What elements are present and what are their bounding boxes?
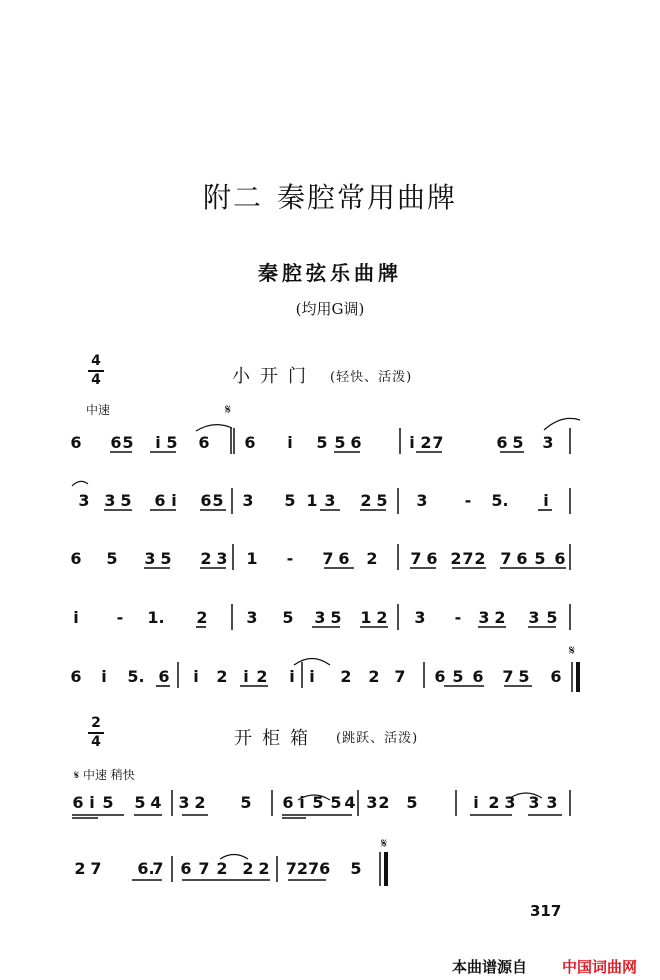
score-note: 4 <box>150 793 162 812</box>
score-note: 2 <box>376 608 388 627</box>
score-note: 6 <box>72 793 84 812</box>
score-note: 3 <box>478 608 490 627</box>
segno-mark: 𝄋 <box>224 402 232 418</box>
score-note: i <box>543 491 549 510</box>
score-note: 1. <box>147 608 165 627</box>
score-note: 3 <box>246 608 258 627</box>
score-note: 2 <box>360 491 372 510</box>
tempo-2: 𝄋 中速 稍快 <box>74 768 135 782</box>
score-note: 2 <box>194 793 206 812</box>
score-note: 3 <box>504 793 516 812</box>
score-note: 5 <box>546 608 558 627</box>
score-note: 4 <box>344 793 356 812</box>
score-note: 7 <box>462 549 474 568</box>
score-note: 5 <box>284 491 296 510</box>
score-note: 6 <box>472 667 484 686</box>
score-note: 3 <box>366 793 378 812</box>
score-note: 3 <box>144 549 156 568</box>
score-note: 6 <box>180 859 192 878</box>
score-note: 5 <box>512 433 524 452</box>
score-note: 2 <box>340 667 352 686</box>
score-note: 2 <box>378 793 390 812</box>
score-note: 6 <box>434 667 446 686</box>
score-note: i <box>89 793 95 812</box>
score-note: 6 <box>426 549 438 568</box>
score-note: 1 <box>246 549 258 568</box>
time-sig-top: 2 <box>91 715 101 731</box>
score-note: 2 <box>474 549 486 568</box>
score-note: 6 <box>338 549 350 568</box>
key-note: (均用G调) <box>295 300 365 318</box>
score-note: i <box>309 667 315 686</box>
watermark-source-label: 本曲谱源自 <box>452 958 528 976</box>
score-note: 2 <box>74 859 86 878</box>
score-note: 5 <box>316 433 328 452</box>
score-note: 5 <box>534 549 546 568</box>
time-sig-bottom: 4 <box>91 734 101 750</box>
score-note: 2 <box>256 667 268 686</box>
score-note: 2 <box>366 549 378 568</box>
score-note: 7 <box>322 549 334 568</box>
score-note: 7 <box>152 859 164 878</box>
score-note: 3 <box>416 491 428 510</box>
score-note: i <box>287 433 293 452</box>
score-note: 6 <box>158 667 170 686</box>
score-note: 6 <box>198 433 210 452</box>
score-note: 2 <box>368 667 380 686</box>
score-note: 5 <box>212 491 224 510</box>
page-number: 317 <box>530 902 562 920</box>
score-note: 7276 <box>285 859 331 878</box>
time-sig-bottom: 4 <box>91 372 101 388</box>
segno-mark: 𝄋 <box>568 643 576 659</box>
score-note: 7 <box>198 859 210 878</box>
score-note: - <box>464 491 472 510</box>
score-note: - <box>116 608 124 627</box>
score-note: 5. <box>127 667 145 686</box>
score-note: 5 <box>312 793 324 812</box>
score-note: 3 <box>528 608 540 627</box>
score-note: 3 <box>528 793 540 812</box>
piece-desc-2: (跳跃、活泼) <box>336 731 419 746</box>
score-note: i <box>171 491 177 510</box>
score-note: 6 <box>244 433 256 452</box>
score-note: 5 <box>350 859 362 878</box>
score-note: 3 <box>104 491 116 510</box>
score-note: 6 <box>70 549 82 568</box>
score-note: - <box>286 549 294 568</box>
piece-title-1: 小开门 <box>232 366 316 387</box>
score-note: 2 <box>494 608 506 627</box>
score-note: 5 <box>330 793 342 812</box>
score-note: 5 <box>282 608 294 627</box>
score-note: 5 <box>120 491 132 510</box>
score-note: 7 <box>502 667 514 686</box>
watermark-site-name: 中国词曲网 <box>562 958 638 976</box>
score-note: 6 <box>70 433 82 452</box>
score-note: 6 <box>110 433 122 452</box>
piece-title-2: 开柜箱 <box>234 728 318 749</box>
score-note: 6 <box>200 491 212 510</box>
score-note: 3 <box>242 491 254 510</box>
score-note: - <box>454 608 462 627</box>
score-note: i <box>299 793 305 812</box>
score-note: 3 <box>178 793 190 812</box>
score-note: 3 <box>314 608 326 627</box>
score-note: 5 <box>330 608 342 627</box>
score-note: 5. <box>491 491 509 510</box>
piece-desc-1: (轻快、活泼) <box>330 370 413 385</box>
score-note: 1 <box>306 491 318 510</box>
score-note: 5 <box>376 491 388 510</box>
score-note: 2 <box>216 859 228 878</box>
score-note: 3 <box>78 491 90 510</box>
score-note: 2 <box>420 433 432 452</box>
score-note: i <box>243 667 249 686</box>
score-note: 2 <box>258 859 270 878</box>
score-note: 2 <box>488 793 500 812</box>
score-note: 3 <box>324 491 336 510</box>
score-note: 6 <box>70 667 82 686</box>
score-note: 5 <box>240 793 252 812</box>
score-note: i <box>409 433 415 452</box>
score-note: 6 <box>550 667 562 686</box>
score-note: 6. <box>137 859 155 878</box>
score-note: 5 <box>134 793 146 812</box>
score-note: 6 <box>516 549 528 568</box>
beams <box>72 452 566 880</box>
score-note: 5 <box>518 667 530 686</box>
score-note: 1 <box>360 608 372 627</box>
score-note: 6 <box>350 433 362 452</box>
score-note: 2 <box>196 608 208 627</box>
score-note: 5 <box>160 549 172 568</box>
score-note: 3 <box>546 793 558 812</box>
score-note: 5 <box>452 667 464 686</box>
score-note: i <box>73 608 79 627</box>
score-note: i <box>101 667 107 686</box>
score-note: 6 <box>496 433 508 452</box>
title-prefix: 附二 <box>202 181 263 214</box>
score-note: 6 <box>154 491 166 510</box>
segno-mark: 𝄋 <box>380 836 388 852</box>
score-note: 5 <box>102 793 114 812</box>
score-note: i <box>155 433 161 452</box>
score-note: 6 <box>554 549 566 568</box>
score-note: 5 <box>106 549 118 568</box>
tempo-1: 中速 <box>86 403 111 417</box>
score-note: i <box>193 667 199 686</box>
score-note: 7 <box>394 667 406 686</box>
score-note: 3 <box>216 549 228 568</box>
score-note: 2 <box>200 549 212 568</box>
score-note: 7 <box>500 549 512 568</box>
score-note: 5 <box>166 433 178 452</box>
score-note: 7 <box>90 859 102 878</box>
score-note: 5 <box>406 793 418 812</box>
score-note: 2 <box>216 667 228 686</box>
score-note: 3 <box>542 433 554 452</box>
score-note: i <box>289 667 295 686</box>
title-main: 秦腔常用曲牌 <box>277 181 458 214</box>
score-note: 7 <box>432 433 444 452</box>
time-sig-top: 4 <box>91 353 101 369</box>
score-note: 2 <box>242 859 254 878</box>
section-title: 秦腔弦乐曲牌 <box>258 261 402 285</box>
score-note: 7 <box>410 549 422 568</box>
score-note: 3 <box>414 608 426 627</box>
score-note: 2 <box>450 549 462 568</box>
score-note: 5 <box>334 433 346 452</box>
score-note: i <box>473 793 479 812</box>
score-note: 6 <box>282 793 294 812</box>
score-note: 5 <box>122 433 134 452</box>
